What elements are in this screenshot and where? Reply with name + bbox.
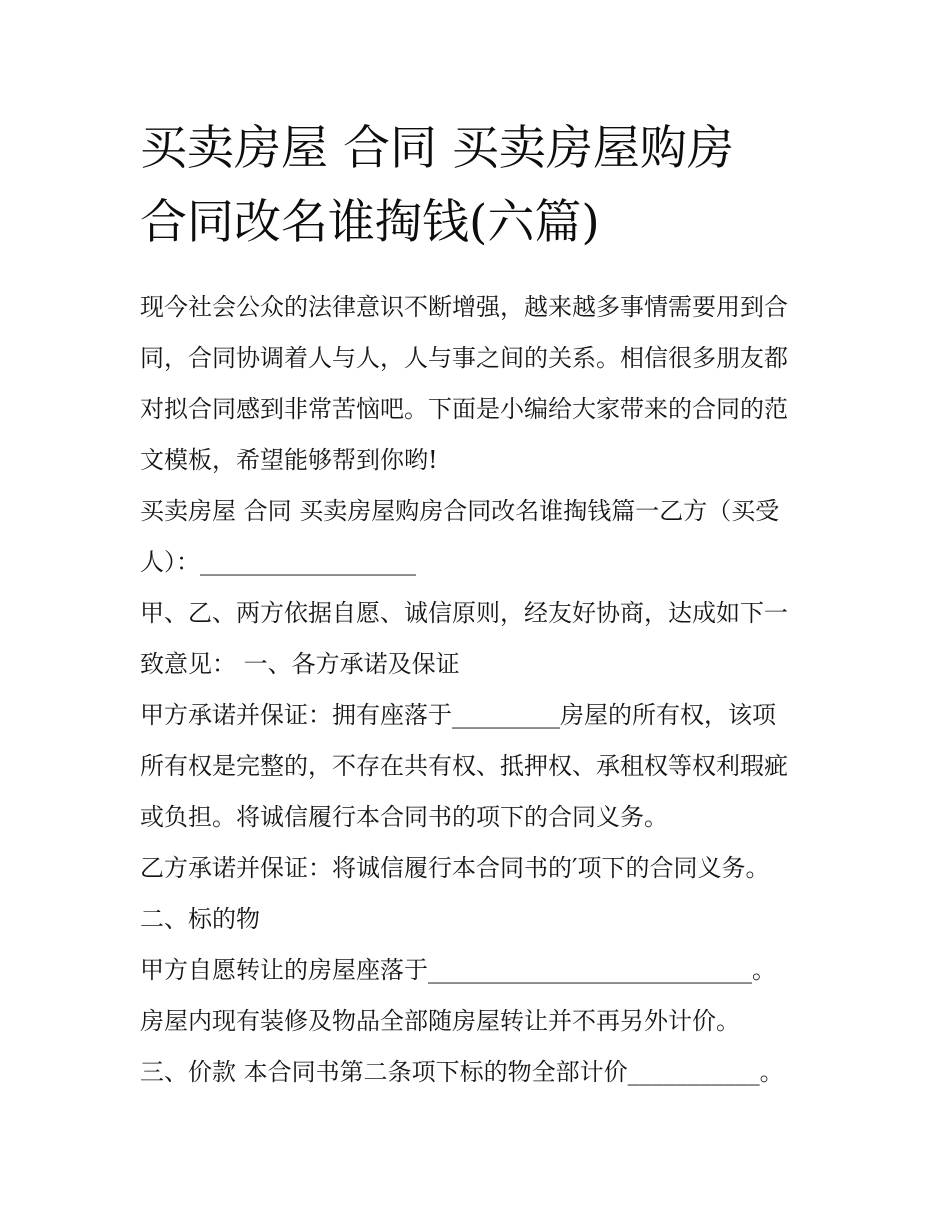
body-line-party-a-2: 所有权是完整的，不存在共有权、抵押权、承租权等权利瑕疵: [140, 752, 788, 780]
document-title: [140, 112, 820, 260]
body-line-agreement-2: 致意见： 一、各方承诺及保证: [140, 650, 460, 678]
body-line-party-b: 乙方承诺并保证：将诚信履行本合同书的′项下的合同义务。: [140, 854, 770, 882]
body-line-agreement-1: 甲、乙、两方依据自愿、诚信原则，经友好协商，达成如下一: [140, 599, 788, 627]
body-line-party-a-3: 或负担。将诚信履行本合同书的项下的合同义务。: [140, 803, 668, 831]
body-line-buyer-field: 人）：__________________: [140, 548, 416, 576]
title-line-1: 买卖房屋 合同 买卖房屋购房: [140, 121, 734, 176]
body-line-furnishings: 房屋内现有装修及物品全部随房屋转让并不再另外计价。: [140, 1007, 740, 1035]
body-line-intro-2: 同，合同协调着人与人，人与事之间的关系。相信很多朋友都: [140, 344, 788, 372]
title-line-2: 合同改名谁掏钱(六篇): [140, 195, 600, 250]
body-line-intro-1: 现今社会公众的法律意识不断增强，越来越多事情需要用到合: [140, 293, 788, 321]
body-line-section-heading: 买卖房屋 合同 买卖房屋购房合同改名谁掏钱篇一乙方（买受: [140, 497, 780, 525]
body-line-property-location: 甲方自愿转让的房屋座落于___________________________。: [140, 956, 776, 984]
body-line-intro-4: 文模板，希望能够帮到你哟!: [140, 446, 438, 474]
body-line-subject-heading: 二、标的物: [140, 905, 260, 933]
body-line-intro-3: 对拟合同感到非常苦恼吧。下面是小编给大家带来的合同的范: [140, 395, 788, 423]
body-line-price: 三、价款 本合同书第二条项下标的物全部计价___________。: [140, 1058, 784, 1086]
document-body: [140, 282, 820, 1098]
body-line-party-a-1: 甲方承诺并保证：拥有座落于_________房屋的所有权，该项: [140, 701, 776, 729]
